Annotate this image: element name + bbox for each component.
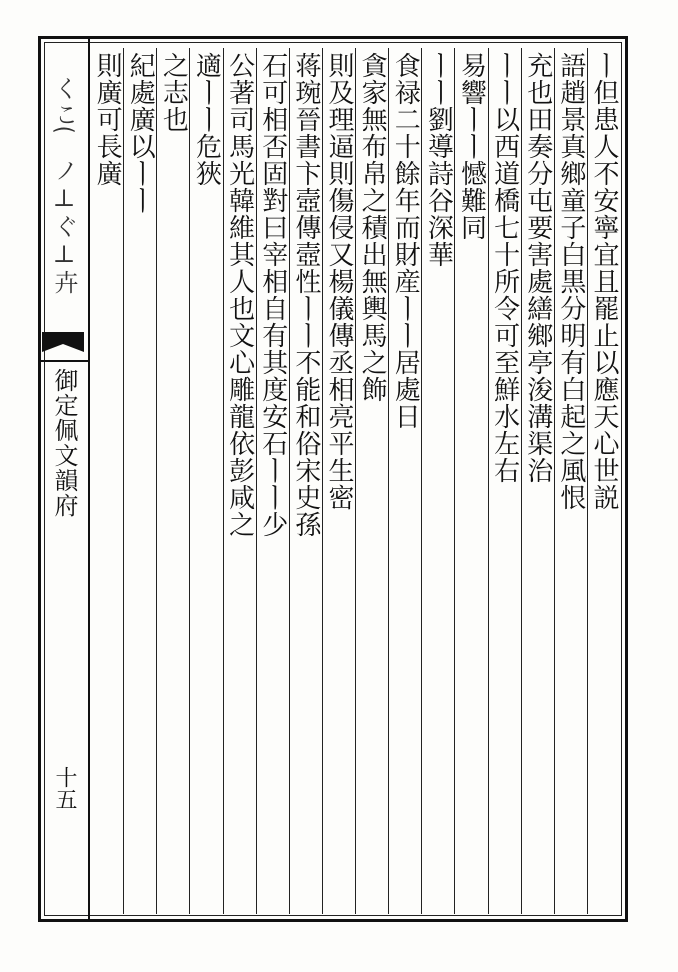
text-column-13: 適ㅣㅣ危狹 bbox=[189, 48, 222, 914]
text-column-10: 蒋琬晉書卞壼傳壼性ㅣㅣ不能和俗宋史孫 bbox=[289, 48, 322, 914]
text-columns bbox=[90, 48, 620, 914]
text-column-11: 石可相否固對曰宰相自有其度安石ㅣㅣ少 bbox=[256, 48, 289, 914]
text-column-6: ㅣㅣ劉導詩谷深華 bbox=[421, 48, 454, 914]
book-title: 御定佩文韻府 bbox=[50, 368, 78, 518]
text-column-9: 則及理逼則傷侵又楊儀傳丞相亮平生密 bbox=[322, 48, 355, 914]
text-column-4: ㅣㅣ以西道橋七十所令可至鮮水左右 bbox=[488, 48, 521, 914]
text-column-7: 食禄二十餘年而財産ㅣㅣ居處日 bbox=[388, 48, 421, 914]
outer-margin bbox=[0, 36, 36, 922]
text-column-5: 易響ㅣㅣ憾難同 bbox=[454, 48, 487, 914]
text-column-8: 貪家無布帛之積出無輿馬之飾 bbox=[355, 48, 388, 914]
text-column-12: 公著司馬光韓維其人也文心雕龍依彭咸之 bbox=[223, 48, 256, 914]
fore-edge-top-text: くこ⁀ノ⊥ぐ⊥卉 bbox=[50, 76, 78, 296]
text-column-16: 則廣可長廣 bbox=[92, 52, 123, 187]
page-number: 十五 bbox=[52, 766, 77, 810]
text-column-15: 紀處廣以ㅣㅣ bbox=[123, 48, 156, 914]
text-column-1: ㅣ但患人不安寧宜且罷止以應天心世説 bbox=[587, 48, 620, 914]
fishtail-mark bbox=[38, 326, 88, 362]
text-column-3: 充也田奏分屯要害處繕鄉亭浚溝渠治 bbox=[521, 48, 554, 914]
hidden-overflow-guard bbox=[90, 48, 91, 49]
text-column-14: 之志也 bbox=[156, 48, 189, 914]
fore-edge-strip bbox=[38, 36, 90, 922]
text-column-2: 語趙景真鄉童子白黒分明有白起之風恨 bbox=[554, 48, 587, 914]
